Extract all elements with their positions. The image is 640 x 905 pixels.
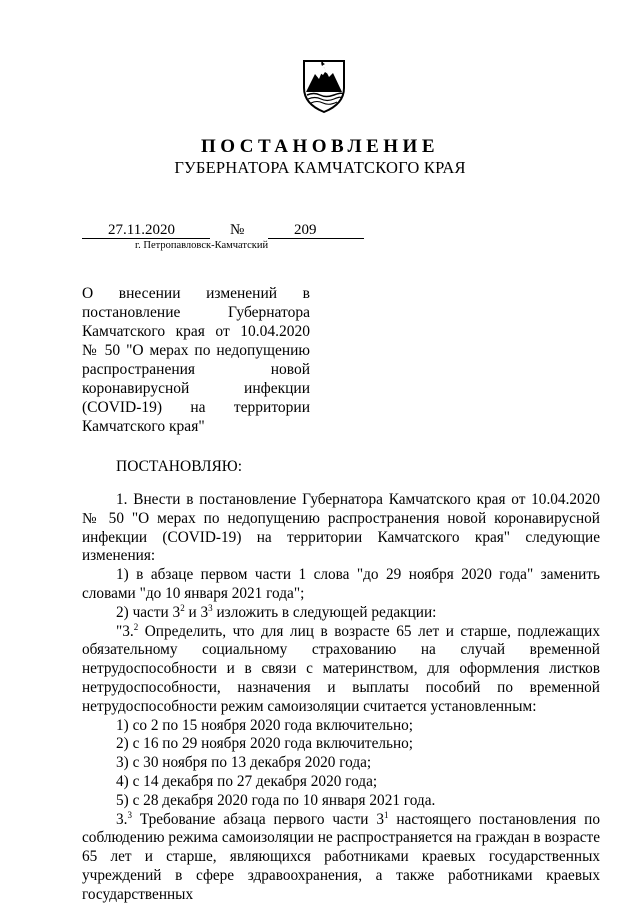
document-body bbox=[82, 491, 600, 905]
paragraph-3-2: "3.$^2$ Определить, что для лиц в возрасте 65 лет и старше, подлежащих обязательному социальному страхованию на случай временной нетрудоспособности и в связи с материнством, для оформления листков нетрудоспособности, назначения и выплаты пособий по временной нетрудоспособности режим самоизоляции считается установленным: bbox=[82, 621, 600, 715]
document-title: ПОСТАНОВЛЕНИЕ bbox=[200, 136, 440, 157]
list-item: 5) с 28 декабря 2020 года по 10 января 2021 года. bbox=[116, 791, 436, 809]
subject-line: О внесении изменений в bbox=[82, 285, 310, 302]
list-item: 4) с 14 декабря по 27 декабря 2020 года; bbox=[116, 772, 378, 790]
issue-city: г. Петропавловск-Камчатский bbox=[135, 240, 269, 251]
paragraph-3: 2) части $3^2$ и $3^3$ изложить в следующей редакции: bbox=[116, 602, 437, 621]
document-number: 209 bbox=[294, 222, 317, 238]
subject-line: № 50 "О мерах по недопущению bbox=[82, 342, 310, 359]
coat-of-arms-emblem bbox=[296, 58, 352, 114]
subject-line: распространения новой bbox=[82, 361, 310, 378]
paragraph-2: 1) в абзаце первом части 1 слова "до 29 ноября 2020 года" заменить словами "до 10 января 2021 года"; bbox=[82, 566, 600, 602]
list-item: 1) со 2 по 15 ноября 2020 года включительно; bbox=[116, 716, 414, 734]
list-item: 3) с 30 ноября по 13 декабря 2020 года; bbox=[116, 754, 372, 772]
subject-line: коронавирусной инфекции bbox=[82, 380, 310, 397]
subject-line: Камчатского края от 10.04.2020 bbox=[82, 323, 310, 340]
paragraph-3-3: 3.$^3$ Требование абзаца первого части $3^1$ настоящего постановления по соблюдению режима самоизоляции не распространяется на граждан в возрасте 65 лет и старше, являющихся работниками краевых государственных учреждений в сфере здравоохранения, а также работниками краевых государственных bbox=[82, 809, 600, 903]
subject-line: (COVID-19) на территории bbox=[82, 399, 310, 416]
decree-word: ПОСТАНОВЛЯЮ: bbox=[116, 458, 243, 475]
date-underline bbox=[82, 238, 210, 239]
date-number-line bbox=[82, 222, 364, 242]
document-subject bbox=[82, 284, 310, 436]
number-label: № bbox=[230, 222, 245, 238]
document-date: 27.11.2020 bbox=[108, 222, 175, 238]
subject-line: постановление Губернатора bbox=[82, 304, 310, 321]
document-issuer: ГУБЕРНАТОРА КАМЧАТСКОГО КРАЯ bbox=[174, 158, 466, 177]
paragraph-1: 1. Внести в постановление Губернатора Камчатского края от 10.04.2020 № 50 "О мерах по недопущению распространения новой коронавирусной инфекции (COVID-19) на территории Камчатского края" следующие изменения: bbox=[82, 491, 600, 565]
number-underline bbox=[268, 238, 364, 239]
subject-line: Камчатского края" bbox=[82, 418, 205, 435]
list-item: 2) с 16 по 29 ноября 2020 года включительно; bbox=[116, 735, 414, 753]
